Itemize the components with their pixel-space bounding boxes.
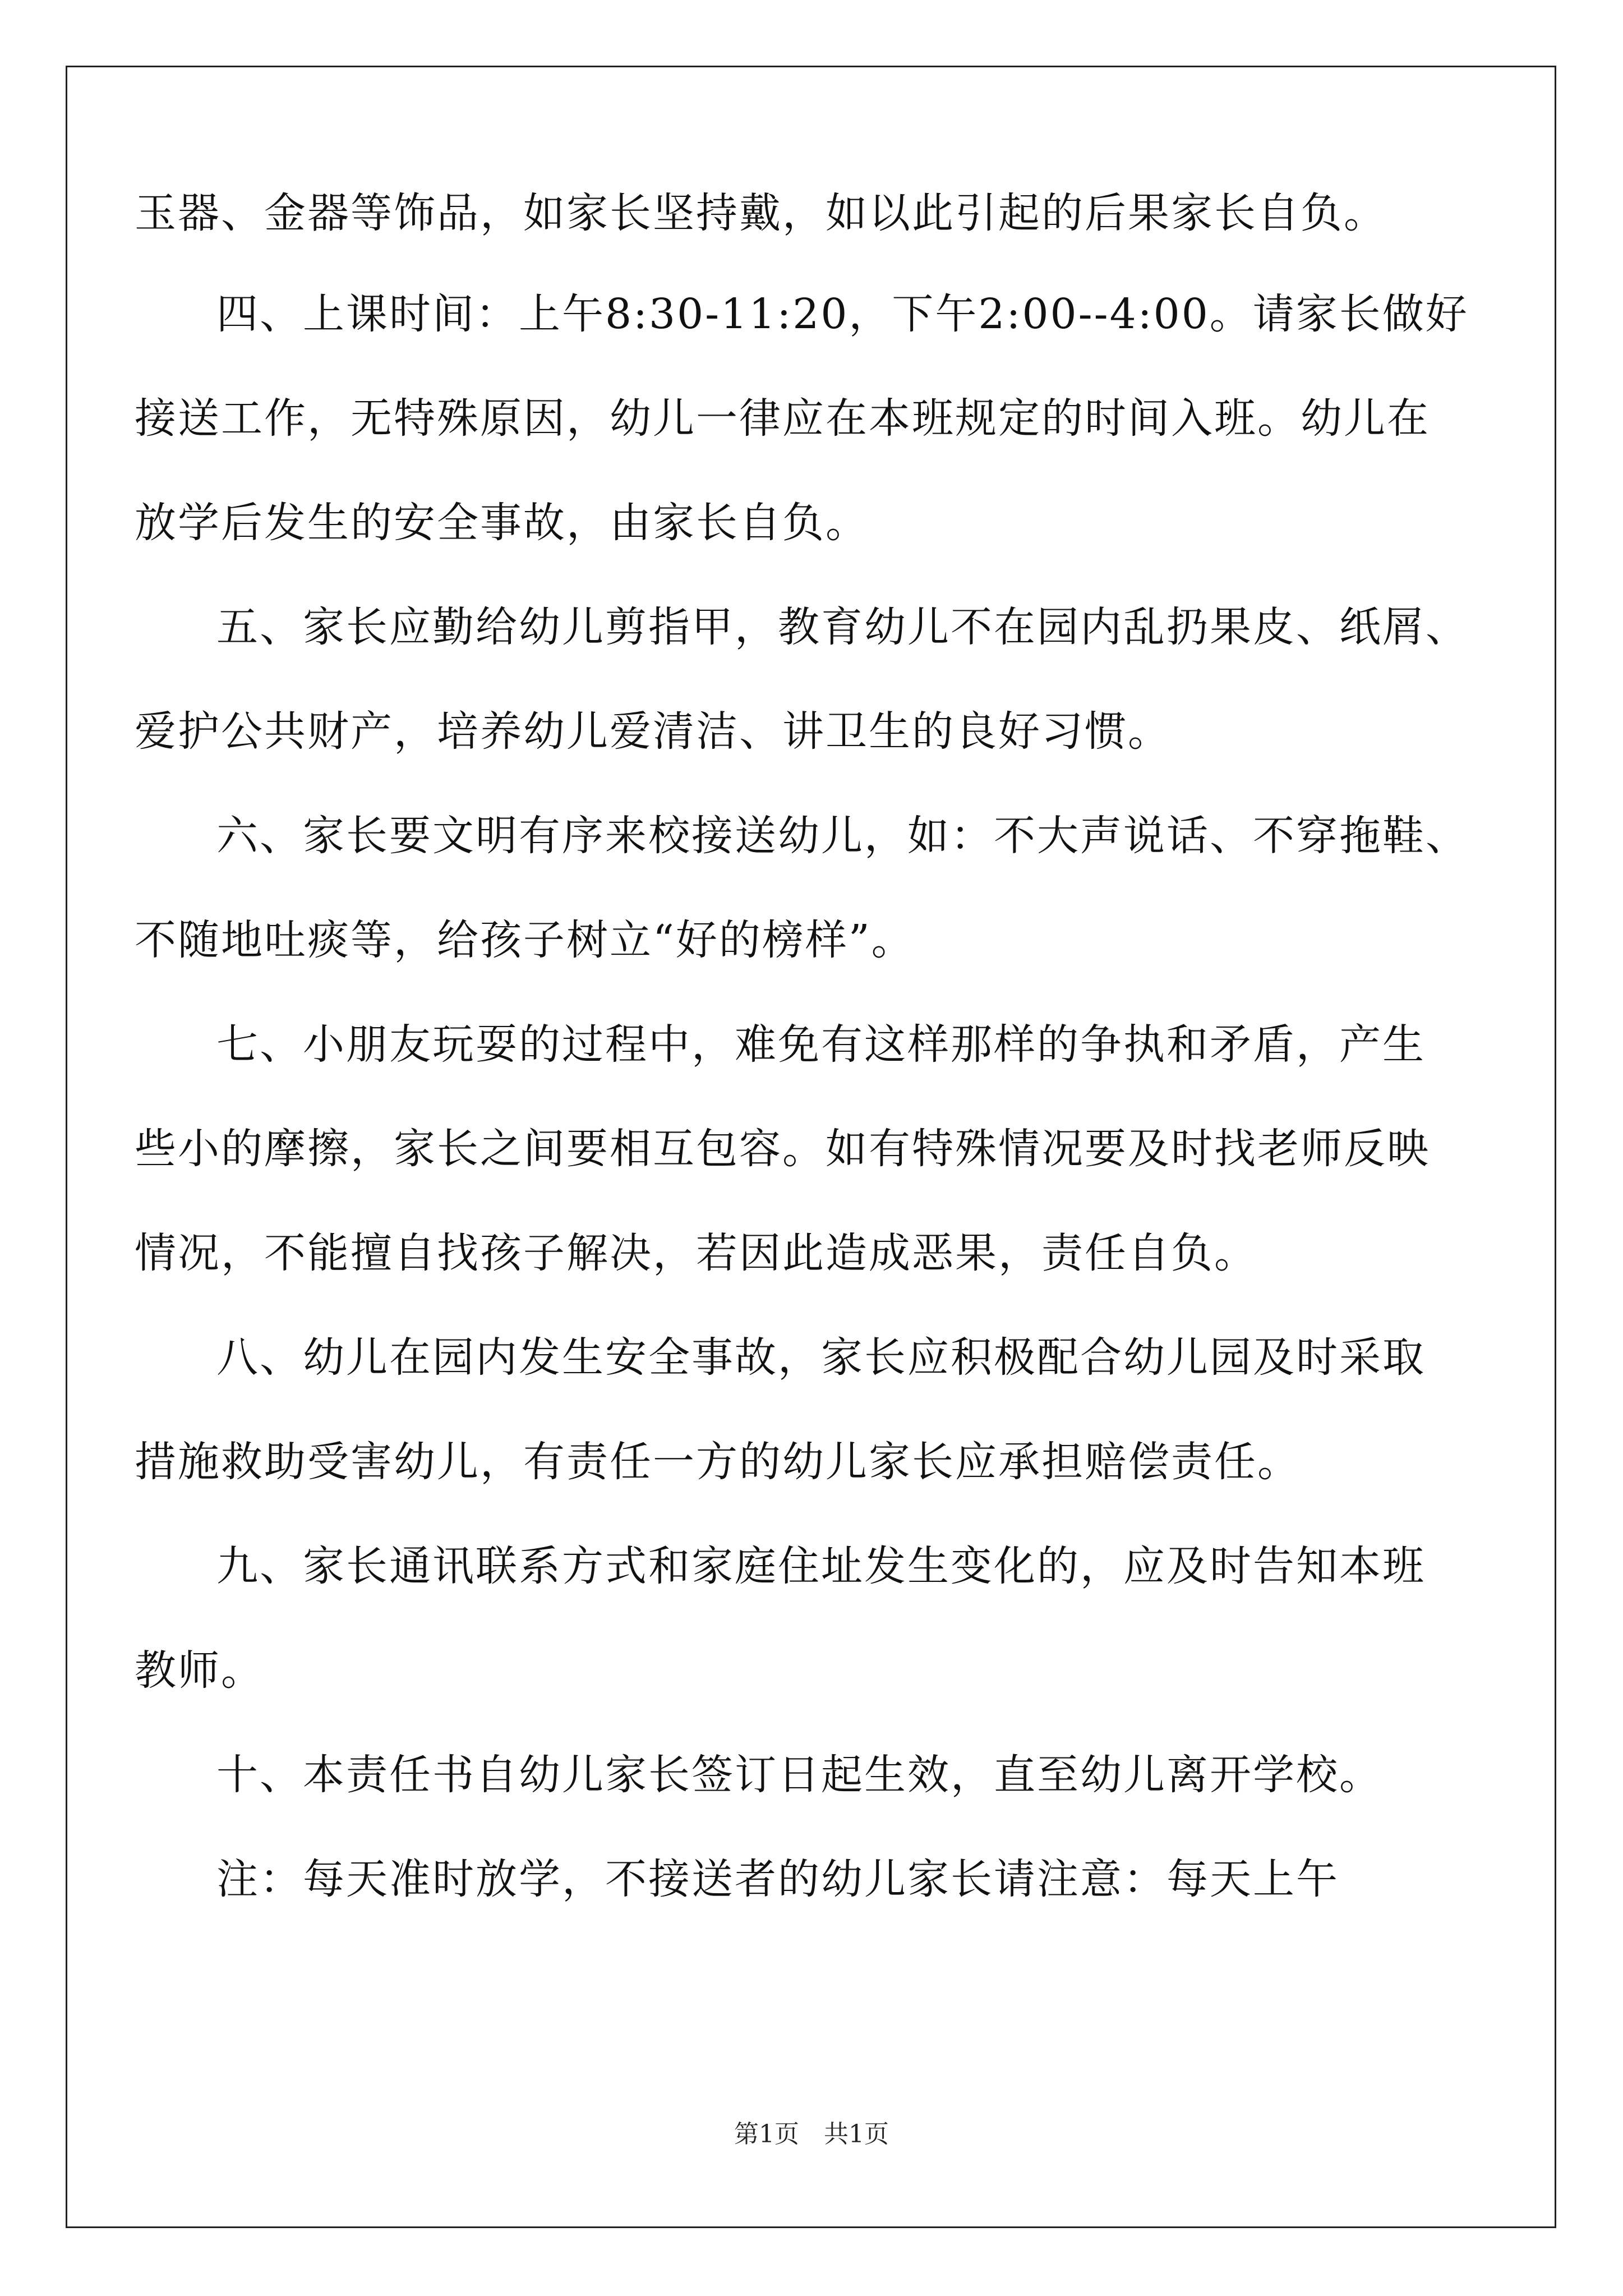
paragraph-5-line-2: 爱护公共财产，培养幼儿爱清洁、讲卫生的良好习惯。 bbox=[135, 707, 1171, 756]
paragraph-7-line-1: 七、小朋友玩耍的过程中，难免有这样那样的争执和矛盾，产生 bbox=[216, 1020, 1426, 1069]
page-footer: 第1页 共1页 bbox=[734, 2120, 889, 2148]
paragraph-9-line-1: 九、家长通讯联系方式和家庭住址发生变化的，应及时告知本班 bbox=[216, 1542, 1426, 1590]
paragraph-7-line-2: 些小的摩擦，家长之间要相互包容。如有特殊情况要及时找老师反映 bbox=[135, 1125, 1430, 1173]
paragraph-4-line-1: 四、上课时间：上午8:30-11:20，下午2:00--4:00。请家长做好 bbox=[216, 290, 1469, 338]
paragraph-7-line-3: 情况，不能擅自找孩子解决，若因此造成恶果，责任自负。 bbox=[135, 1229, 1257, 1277]
note-line: 注：每天准时放学，不接送者的幼儿家长请注意：每天上午 bbox=[216, 1855, 1339, 1903]
paragraph-6-line-2: 不随地吐痰等，给孩子树立“好的榜样”。 bbox=[135, 916, 915, 964]
paragraph-4-line-3: 放学后发生的安全事故，由家长自负。 bbox=[135, 499, 869, 547]
paragraph-4-line-2: 接送工作，无特殊原因，幼儿一律应在本班规定的时间入班。幼儿在 bbox=[135, 394, 1430, 443]
paragraph-8-line-1: 八、幼儿在园内发生安全事故，家长应积极配合幼儿园及时采取 bbox=[216, 1333, 1426, 1382]
paragraph-6-line-1: 六、家长要文明有序来校接送幼儿，如：不大声说话、不穿拖鞋、 bbox=[216, 812, 1469, 860]
paragraph-5-line-1: 五、家长应勤给幼儿剪指甲，教育幼儿不在园内乱扔果皮、纸屑、 bbox=[216, 603, 1469, 651]
text-line-continuation: 玉器、金器等饰品，如家长坚持戴，如以此引起的后果家长自负。 bbox=[135, 189, 1387, 237]
paragraph-8-line-2: 措施救助受害幼儿，有责任一方的幼儿家长应承担赔偿责任。 bbox=[135, 1438, 1301, 1486]
paragraph-9-line-2: 教师。 bbox=[135, 1646, 264, 1695]
paragraph-10-line-1: 十、本责任书自幼儿家长签订日起生效，直至幼儿离开学校。 bbox=[216, 1751, 1382, 1799]
